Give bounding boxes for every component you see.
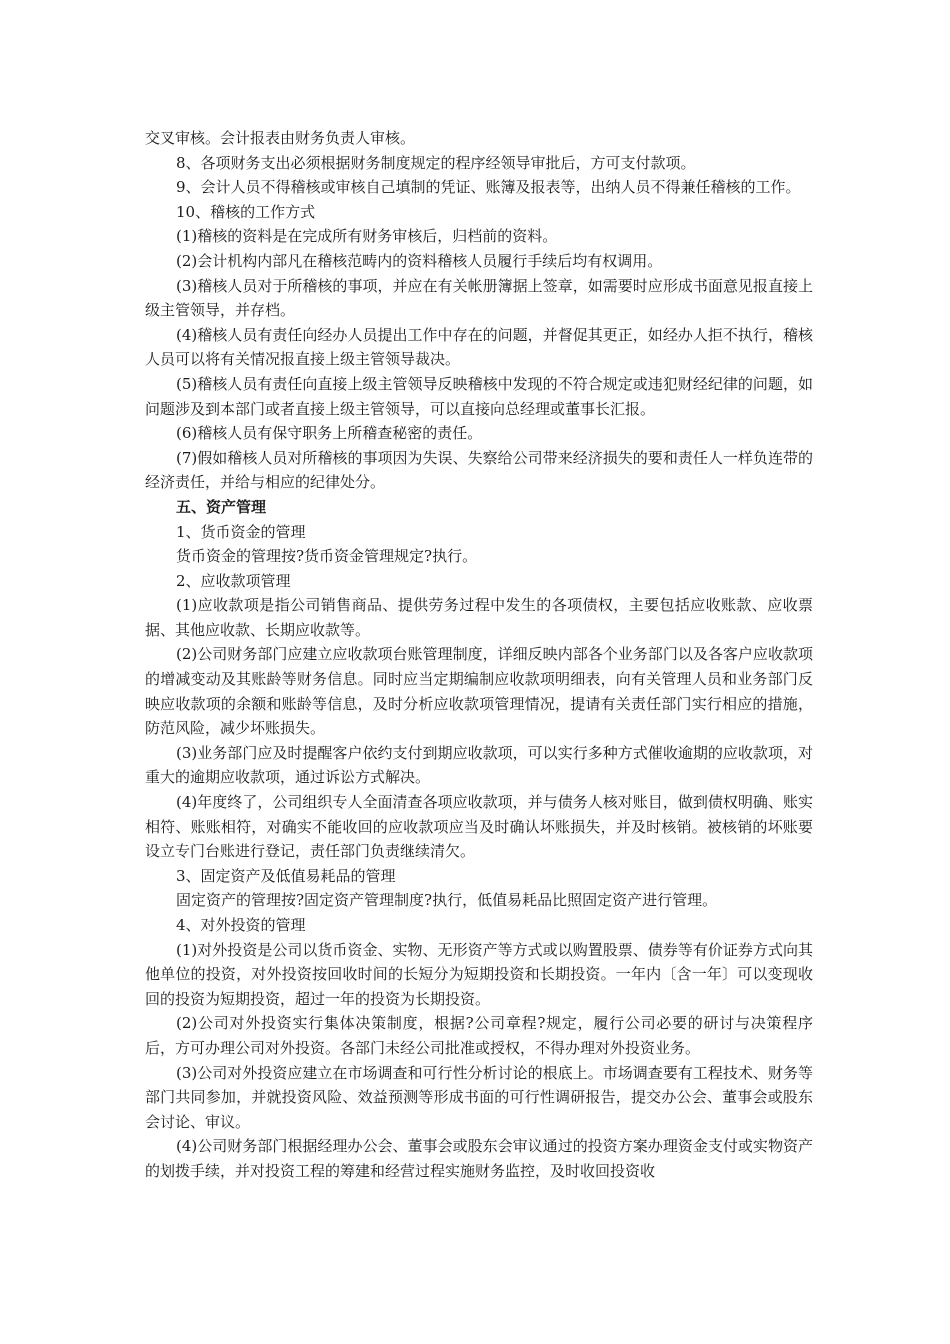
- subheading: 4、对外投资的管理: [176, 916, 306, 934]
- paragraph: (2)公司对外投资实行集体决策制度，根据?公司章程?规定，履行公司必要的研讨与决策程序后，方可办理公司对外投资。各部门未经公司批准或授权，不得办理对外投资业务。: [145, 1014, 813, 1057]
- section-heading: 五、资产管理: [176, 497, 267, 516]
- paragraph: (5)稽核人员有责任向直接上级主管领导反映稽核中发现的不符合规定或违犯财经纪律的问题，如问题涉及到本部门或者直接上级主管领导，可以直接向总经理或董事长汇报。: [145, 374, 813, 418]
- document-body: [145, 126, 813, 1184]
- paragraph: (4)年度终了，公司组织专人全面清查各项应收款项，并与债务人核对账目，做到债权明确、账实相符、账账相符，对确实不能收回的应收款项应当及时确认坏账损失，并及时核销。被核销的坏账要设立专门台账进行登记，责任部门负责继续清欠。: [145, 793, 813, 861]
- paragraph: (7)假如稽核人员对所稽核的事项因为失误、失察给公司带来经济损失的要和责任人一样负连带的经济责任，并给与相应的纪律处分。: [145, 448, 813, 492]
- paragraph: 10、稽核的工作方式: [176, 202, 316, 221]
- paragraph: (2)公司财务部门应建立应收款项台账管理制度，详细反映内部各个业务部门以及各客户应收款项的增减变动及其账龄等财务信息。同时应当定期编制应收款项明细表，向有关管理人员和业务部门反映应收款项的余额和账龄等信息，及时分析应收款项管理情况，提请有关责任部门实行相应的措施，防范风险，减少坏账损失。: [145, 645, 813, 738]
- paragraph: (4)公司财务部门根据经理办公会、董事会或股东会审议通过的投资方案办理资金支付或实物资产的划拨手续，并对投资工程的筹建和经营过程实施财务监控，及时收回投资收: [145, 1137, 813, 1180]
- paragraph: (3)公司对外投资应建立在市场调查和可行性分析讨论的根底上。市场调查要有工程技术、财务等部门共同参加，并就投资风险、效益预测等形成书面的可行性调研报告，提交办公会、董事会或股东会讨论、审议。: [145, 1063, 813, 1131]
- paragraph: (6)稽核人员有保守职务上所稽查秘密的责任。: [176, 424, 483, 443]
- subheading: 2、应收款项管理: [176, 571, 291, 590]
- paragraph: 9、会计人员不得稽核或审核自己填制的凭证、账簿及报表等，出纳人员不得兼任稽核的工作。: [176, 178, 801, 197]
- paragraph: (1)应收款项是指公司销售商品、提供劳务过程中发生的各项债权，主要包括应收账款、应收票据、其他应收款、长期应收款等。: [145, 596, 813, 639]
- paragraph: (2)会计机构内部凡在稽核范畴内的资料稽核人员履行手续后均有权调用。: [176, 251, 663, 270]
- paragraph: 固定资产的管理按?固定资产管理制度?执行，低值易耗品比照固定资产进行管理。: [176, 891, 718, 910]
- subheading: 3、固定资产及低值易耗品的管理: [176, 866, 396, 885]
- paragraph: (3)稽核人员对于所稽核的事项，并应在有关帐册簿据上签章，如需要时应形成书面意见报直接上级主管领导，并存档。: [145, 276, 813, 320]
- paragraph: (4)稽核人员有责任向经办人员提出工作中存在的问题，并督促其更正，如经办人拒不执行，稽核人员可以将有关情况报直接上级主管领导裁决。: [145, 325, 813, 369]
- paragraph: (1)稽核的资料是在完成所有财务审核后，归档前的资料。: [176, 227, 558, 246]
- paragraph: (1)对外投资是公司以货币资金、实物、无形资产等方式或以购置股票、债券等有价证券方式向其他单位的投资，对外投资按回收时间的长短分为短期投资和长期投资。一年内〔含一年〕可以变现收回的投资为短期投资，超过一年的投资为长期投资。: [145, 940, 813, 1008]
- paragraph: 交叉审核。会计报表由财务负责人审核。: [145, 129, 416, 147]
- paragraph: 8、各项财务支出必须根据财务制度规定的程序经领导审批后，方可支付款项。: [176, 153, 696, 172]
- paragraph: (3)业务部门应及时提醒客户依约支付到期应收款项，可以实行多种方式催收逾期的应收款项，对重大的逾期应收款项，通过诉讼方式解决。: [145, 743, 813, 787]
- paragraph: 货币资金的管理按?货币资金管理规定?执行。: [176, 547, 478, 566]
- subheading: 1、货币资金的管理: [176, 522, 306, 541]
